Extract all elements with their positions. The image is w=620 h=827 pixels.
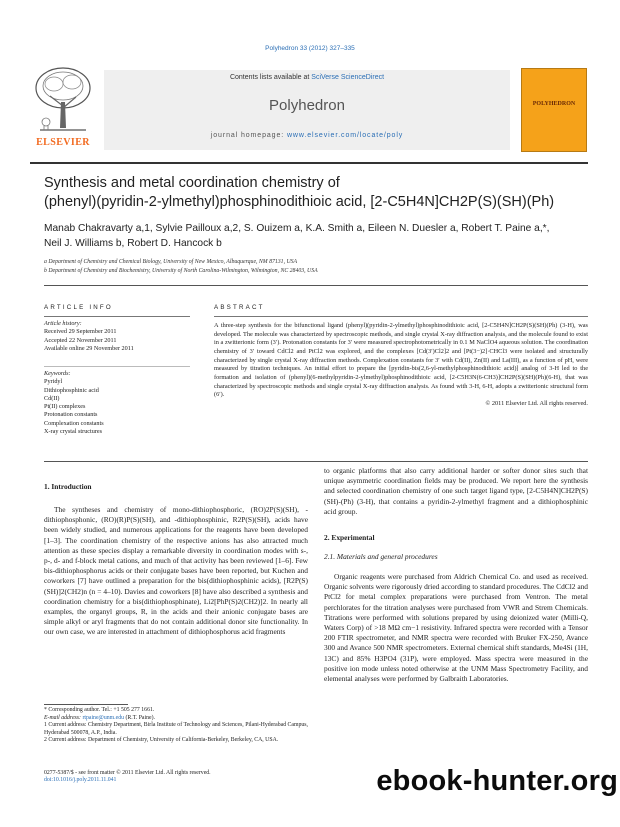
footnotes (44, 707, 308, 745)
journal-name: Polyhedron (269, 97, 345, 114)
affiliation-a: a Department of Chemistry and Chemical Biology, University of New Mexico, Albuquerque, NM 87131, USA (44, 259, 298, 265)
elsevier-tree-logo (30, 62, 96, 140)
right-column (324, 466, 588, 684)
keywords-rule (44, 366, 190, 367)
authors-line-2: Neil J. Williams b, Robert D. Hancock b (44, 238, 222, 249)
keyword: Protonation constants (44, 411, 98, 419)
affiliation-b: b Department of Chemistry and Biochemistry, University of North Carolina-Wilmington, Wilmington, NC 28403, USA (44, 268, 318, 274)
abstract-copyright: © 2011 Elsevier Ltd. All rights reserved. (485, 399, 588, 407)
footnote-1: 1 Current address: Chemistry Department, Birla Institute of Technology and Sciences, Pilani-Hyderabad Campus, Hyderabad 500078, A.P., India. (44, 722, 308, 736)
keyword: Pyridyl (44, 378, 63, 386)
email-link[interactable]: rtpaine@unm.edu (82, 714, 124, 721)
materials-subheading: 2.1. Materials and general procedures (324, 552, 438, 562)
elsevier-wordmark: ELSEVIER (36, 137, 90, 148)
article-title (44, 174, 589, 212)
introduction-paragraph: The syntheses and chemistry of mono-dithiophosphoric, (RO)2P(S)(SH), -dithiophosphonic, (RO)(R)P(S)(SH), and -dithiophosphinic, R2P(S)(SH), acids have been widely studied, and numerous applications for the reagents have been developed [1–3]. The coordination chemistry of the respective anions has also attracted much attention as these species display a remarkable diversity in coordination modes with s-, p-, d- and f-block metal cations, and much of that activity has been reviewed [1–6]. Few bis-dithiophosphorus acids or their conjugate bases have been reported, but Kuchen and coworkers [7] have outlined a preparation for the bis(dithiophosphinic acids), [R2P(S)(SH)]2(CH2)n (n = 4–10). Davies and coworkers [8] have also described a synthesis and coordination chemistry for a bis(dithiophosphinate), Li2[PhP(S)2(CH2)]2. In nearly all examples, the organyl groups, R, in the acids and their anionic conjugate bases are simple alkyl or aryl fragments that do not contain additional donor site functionality. In our own case, we are interested in attachment of dithiophosphorus acid fragments (44, 505, 308, 637)
keywords-label: Keywords: (44, 370, 71, 377)
author-list (44, 221, 589, 251)
article-history (44, 320, 194, 353)
keyword: Dithiophosphinic acid (44, 386, 99, 394)
title-line-1: Synthesis and metal coordination chemistry of (44, 175, 340, 191)
header-divider (30, 162, 588, 164)
experimental-heading: 2. Experimental (324, 533, 375, 543)
materials-paragraph: Organic reagents were purchased from Aldrich Chemical Co. and used as received. Organic solvents were rigorously dried according to standard procedures. The CdCl2 and PtCl2 for metal complex preparations were purchased from Ventron. The metal perchlorates for the titration analyses were purchased from VWR and Strem Chemicals. Titrations were performed with solutions prepared by using deionized water (Milli-Q, Waters Corp) of >18 MΩ cm−1 resistivity. Infrared spectra were recorded with a Tensor 200 FTIR spectrometer, and NMR spectra were recorded with Bruker FX-250, Avance 300 and Avance 500 NMR spectrometers. External chemical shift standards, Me4Si (1H, 13C) and 85% H3PO4 (31P), were employed. Mass spectra were measured in the positive ion mode unless noted otherwise at the UNM Mass Spectrometry Facility, and elemental analyses were performed by Galbraith Laboratories. (324, 572, 588, 684)
keyword: X-ray crystal structures (44, 428, 103, 436)
article-info-heading: ARTICLE INFO (44, 304, 113, 311)
intro-continuation: to organic platforms that also carry additional harder or softer donor sites such that unique asymmetric coordination fields may be produced. We report here the synthesis and selected coordination chemistry of one such target ligand type, [2-C5H4N]CH2P(S)(SH)-(Ph) (3-H), that contains a pyridin-2-ylmethyl fragment and a dithiophosphinic acid group. (324, 466, 588, 516)
journal-homepage: journal homepage: www.elsevier.com/locate/poly (210, 132, 404, 139)
title-divider (44, 285, 588, 286)
received-date: Received 29 September 2011 (44, 328, 117, 336)
journal-cover-thumbnail (521, 68, 587, 152)
issn-line: 0277-5387/$ - see front matter © 2011 Elsevier Ltd. All rights reserved. (44, 770, 211, 776)
keyword: Cd(II) (44, 394, 60, 402)
keyword: Complexation constants (44, 419, 104, 427)
abstract-rule (214, 316, 588, 317)
cover-title: POLYHEDRON (532, 101, 576, 107)
contents-line: Contents lists available at SciVerse ScienceDirect (229, 74, 385, 81)
title-line-2: (phenyl)(pyridin-2-ylmethyl)phosphinodithioic acid, [2-C5H4N]CH2P(S)(SH)(Ph) (44, 194, 555, 210)
keyword: Pt(II) complexes (44, 403, 86, 411)
available-date: Available online 29 November 2011 (44, 344, 134, 352)
watermark: ebook-hunter.org (376, 765, 618, 797)
left-column (44, 482, 308, 638)
history-label: Article history: (44, 320, 82, 327)
affiliations (44, 258, 589, 276)
abstract-text (214, 322, 588, 409)
keywords-block (44, 370, 194, 436)
email-note: E-mail address: rtpaine@unm.edu (R.T. Paine). (44, 714, 155, 721)
journal-citation[interactable]: Polyhedron 33 (2012) 327–335 (265, 45, 355, 52)
footnote-2: 2 Current address: Department of Chemistry, University of California-Berkeley, Berkeley, CA, USA. (44, 737, 279, 744)
introduction-heading: 1. Introduction (44, 482, 92, 491)
authors-line-1: Manab Chakravarty a,1, Sylvie Pailloux a,2, S. Ouizem a, K.A. Smith a, Eileen N. Duesler a, Robert T. Paine a,*, (44, 223, 550, 234)
abstract-divider (44, 461, 588, 462)
abstract-body: A three-step synthesis for the bifunctional ligand (phenyl)(pyridin-2-ylmethyl)phosphinodithioic acid, [2-C5H4N]CH2P(S)(SH)(Ph) (3-H), was developed. The molecule was characterized by spectroscopic methods, and single crystal X-ray diffraction analysis, and the molecule found to exist in a zwitterionic form (3′). Protonation constants for 3′ were measured spectrophotometrically in 0.1 M NaClO4 aqueous solution. The coordination chemistry of 3′ toward CdCl2 and PtCl2 was explored, and the complexes [Cd(3′)Cl2]2 and [Pt(3−)2]·CHCl3 were isolated and structurally characterized by single crystal X-ray diffraction methods. Complexation constants for 3′ with Cd(II), Zn(II) and La(III), as a function of pH, were measured by titration techniques. An initial effort to prepare the [pyridin-bis(2,6-yl-methylphosphinodithioic acid)] analog of 3-H led to the formation and isolation of (phenyl)(6-methylpyridin-2-ylmethyl)phosphinodithioic acid, [2-C5H3N(6-CH3)]CH2P(S)(SH)(Ph)(6-H), that was characterized by spectroscopic methods and single crystal X-ray diffraction analysis. As found with 3-H, 6-H, adopts a zwitterionic structural form (6′). (214, 322, 588, 399)
corresponding-author-note: * Corresponding author. Tel.: +1 505 277 1661. (44, 707, 155, 713)
abstract-heading: ABSTRACT (214, 304, 265, 311)
sciencedirect-link[interactable]: SciVerse ScienceDirect (311, 74, 385, 81)
footnote-rule (44, 704, 128, 705)
article-info-rule (44, 316, 190, 317)
doi-link[interactable]: doi:10.1016/j.poly.2011.11.041 (44, 777, 117, 784)
accepted-date: Accepted 22 November 2011 (44, 336, 117, 344)
homepage-link[interactable]: www.elsevier.com/locate/poly (286, 132, 404, 139)
